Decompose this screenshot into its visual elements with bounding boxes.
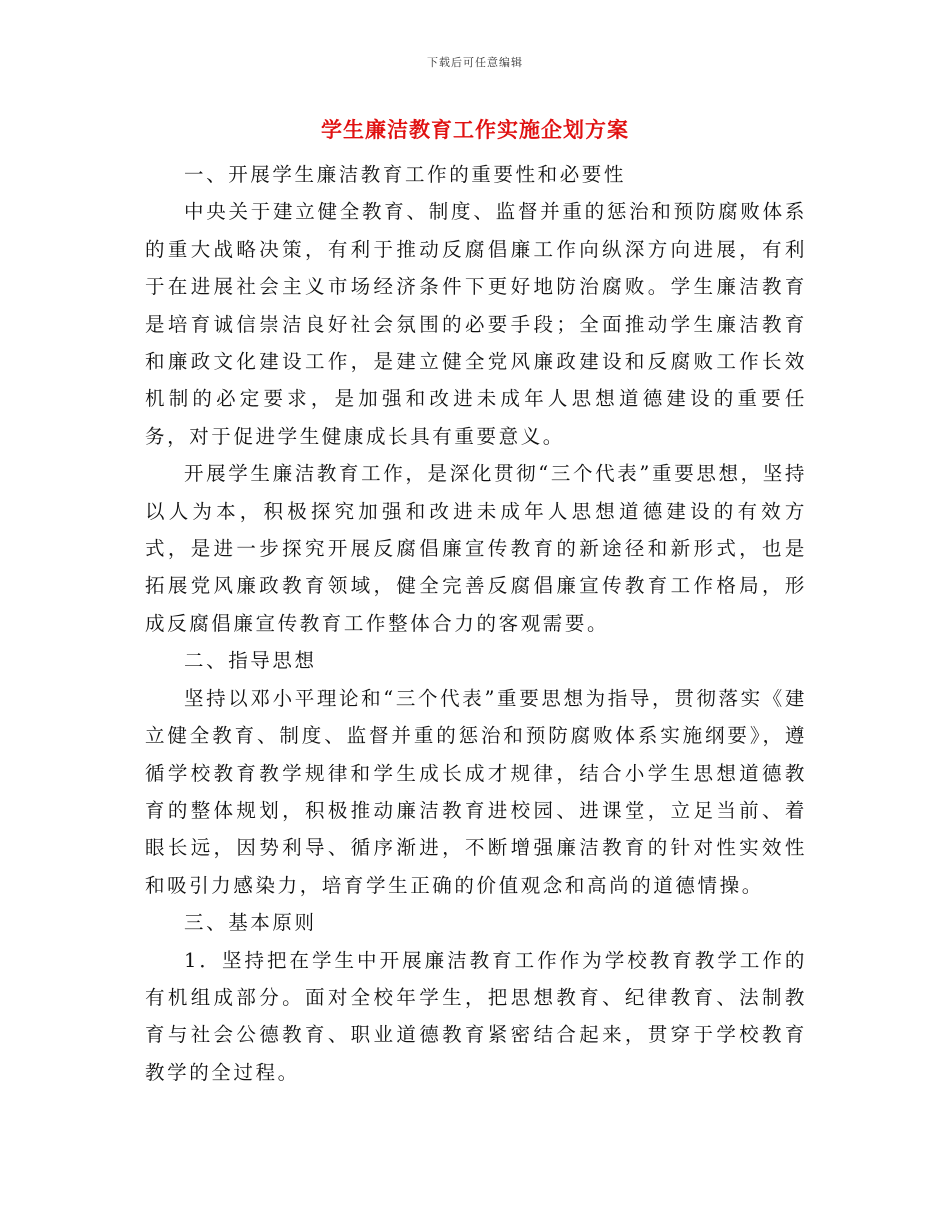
- section-heading-1: 一、开展学生廉洁教育工作的重要性和必要性: [184, 163, 627, 186]
- document-body: [145, 156, 807, 1091]
- paragraph-necessity: 开展学生廉洁教育工作，是深化贯彻“三个代表”重要思想，坚持以人为本，积极探究加强和改进未成年人思想道德建设的有效方式，是进一步探究开展反腐倡廉宣传教育的新途径和新形式，也是拓展党风廉政教育领域，健全完善反腐倡廉宣传教育工作格局，形成反腐倡廉宣传教育工作整体合力的客观需要。: [145, 462, 807, 635]
- paragraph-guiding-thought: 坚持以邓小平理论和“三个代表”重要思想为指导，贯彻落实《建立健全教育、制度、监督并重的惩治和预防腐败体系实施纲要》，遵循学校教育教学规律和学生成长成才规律，结合小学生思想道德教育的整体规划，积极推动廉洁教育进校园、进课堂，立足当前、着眼长远，因势利导、循序渐进，不断增强廉洁教育的针对性实效性和吸引力感染力，培育学生正确的价值观念和高尚的道德情操。: [145, 686, 807, 897]
- paragraph-principle-1: 1．坚持把在学生中开展廉洁教育工作作为学校教育教学工作的有机组成部分。面对全校年学生，把思想教育、纪律教育、法制教育与社会公德教育、职业道德教育紧密结合起来，贯穿于学校教育教学的全过程。: [145, 948, 807, 1084]
- document-title: 学生廉洁教育工作实施企划方案: [321, 117, 629, 142]
- header-note: 下载后可任意编辑: [427, 56, 523, 69]
- section-heading-2: 二、指导思想: [184, 649, 317, 673]
- paragraph-importance: 中央关于建立健全教育、制度、监督并重的惩治和预防腐败体系的重大战略决策，有利于推动反腐倡廉工作向纵深方向进展，有利于在进展社会主义市场经济条件下更好地防治腐败。学生廉洁教育是培育诚信崇洁良好社会氛围的必要手段；全面推动学生廉洁教育和廉政文化建设工作，是建立健全党风廉政建设和反腐败工作长效机制的必定要求，是加强和改进未成年人思想道德建设的重要任务，对于促进学生健康成长具有重要意义。: [145, 200, 807, 448]
- section-heading-3: 三、基本原则: [184, 911, 317, 935]
